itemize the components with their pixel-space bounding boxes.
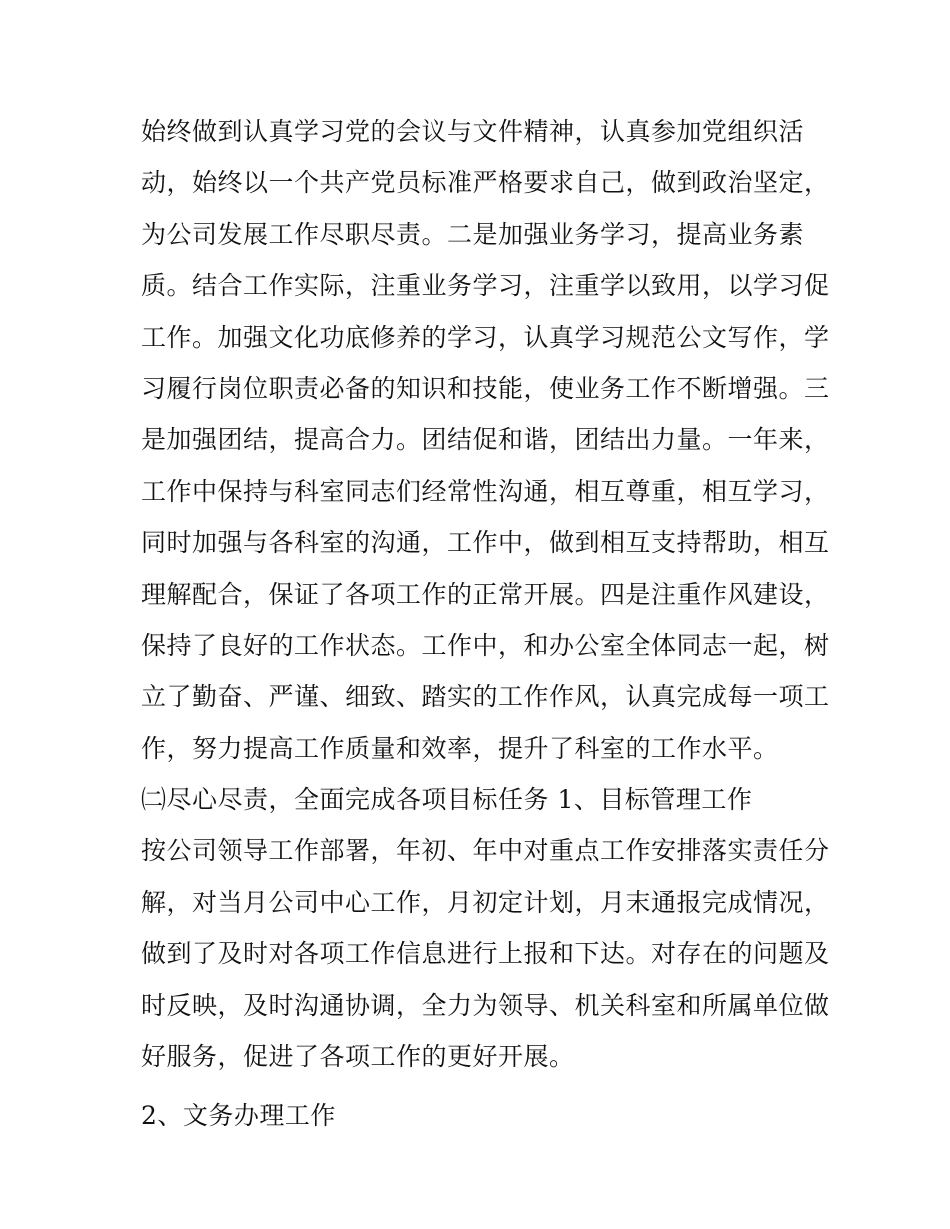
- text-line: 保持了良好的工作状态。工作中，和办公室全体同志一起，树: [141, 630, 830, 660]
- text-line: 做到了及时对各项工作信息进行上报和下达。对存在的问题及: [141, 939, 830, 969]
- text-line: 是加强团结，提高合力。团结促和谐，团结出力量。一年来，: [141, 425, 830, 455]
- text-line: 时反映，及时沟通协调，全力为领导、机关科室和所属单位做: [141, 990, 830, 1020]
- text-line: 理解配合，保证了各项工作的正常开展。四是注重作风建设，: [141, 579, 830, 609]
- text-line: 习履行岗位职责必备的知识和技能，使业务工作不断增强。三: [141, 373, 830, 403]
- text-line: 同时加强与各科室的沟通，工作中，做到相互支持帮助，相互: [141, 528, 830, 558]
- text-line: 作，努力提高工作质量和效率，提升了科室的工作水平。: [141, 733, 779, 763]
- text-line: 立了勤奋、严谨、细致、踏实的工作作风，认真完成每一项工: [141, 682, 830, 712]
- text-line: 质。结合工作实际，注重业务学习，注重学以致用，以学习促: [141, 271, 830, 301]
- text-line: 按公司领导工作部署，年初、年中对重点工作安排落实责任分: [141, 836, 830, 866]
- text-line: 动，始终以一个共产党员标准严格要求自己，做到政治坚定，: [141, 168, 830, 198]
- text-line: 工作。加强文化功底修养的学习，认真学习规范公文写作，学: [141, 322, 830, 352]
- text-line: 为公司发展工作尽职尽责。二是加强业务学习，提高业务素: [141, 219, 805, 249]
- text-line: 始终做到认真学习党的会议与文件精神，认真参加党组织活: [141, 117, 805, 146]
- text-line: 解，对当月公司中心工作，月初定计划，月末通报完成情况，: [141, 887, 830, 917]
- subsection-heading: 2、文务办理工作: [141, 1101, 336, 1131]
- text-line: 好服务，促进了各项工作的更好开展。: [141, 1042, 575, 1072]
- section-heading: ㈡尽心尽责，全面完成各项目标任务 1、目标管理工作: [141, 785, 753, 815]
- body-text: [141, 106, 830, 1142]
- text-line: 工作中保持与科室同志们经常性沟通，相互尊重，相互学习，: [141, 476, 830, 506]
